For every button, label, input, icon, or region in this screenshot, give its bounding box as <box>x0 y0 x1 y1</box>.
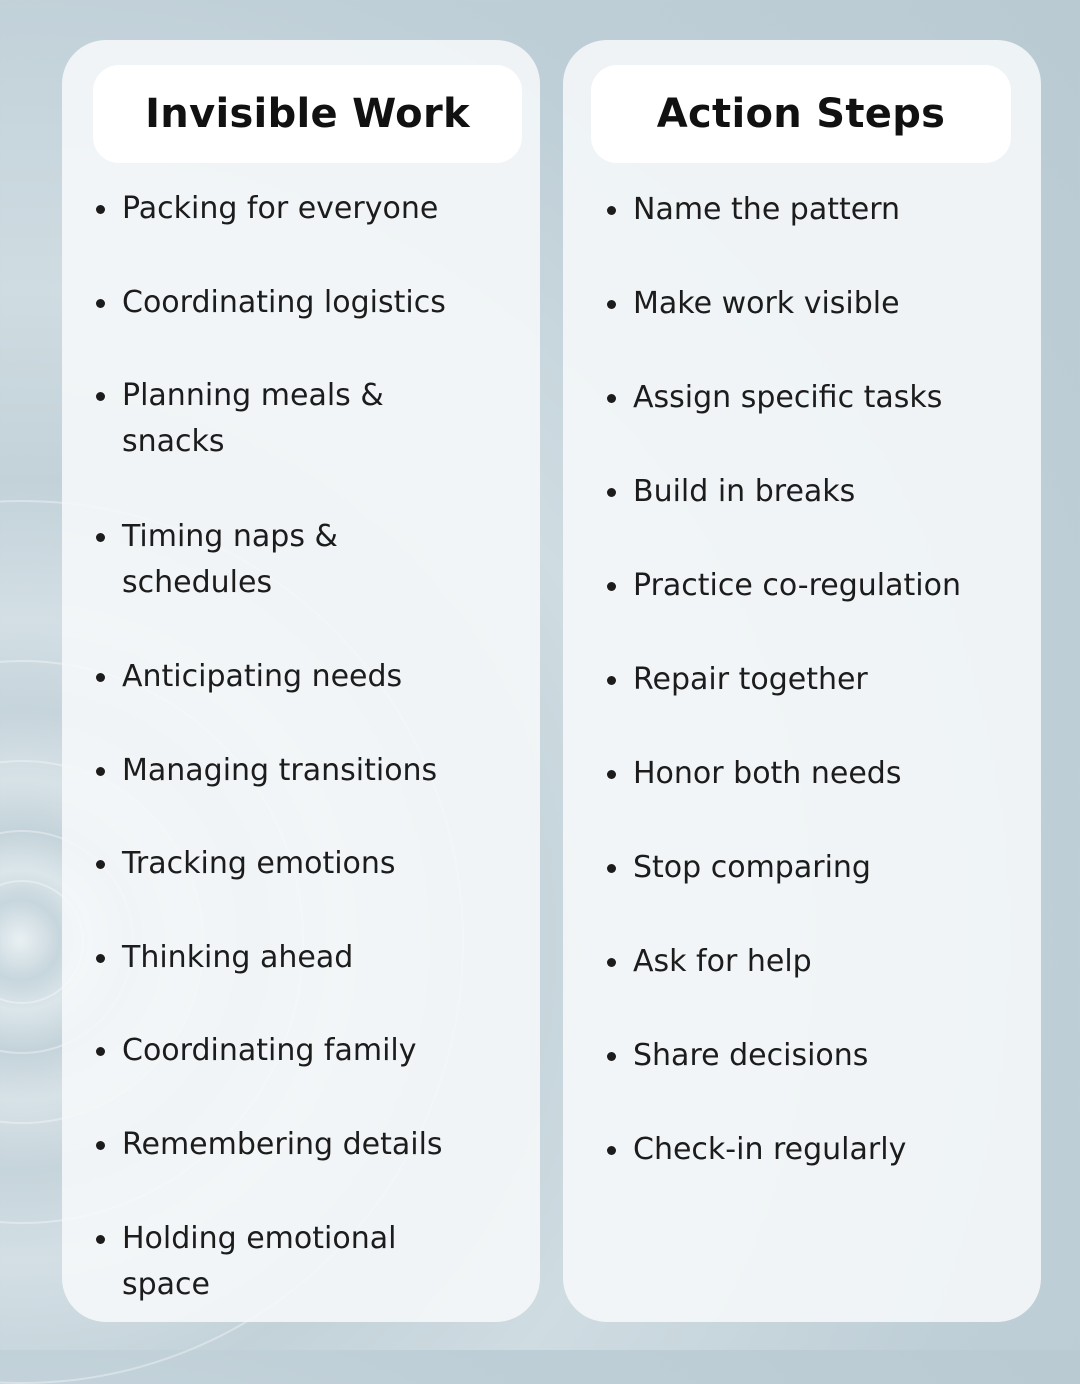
list-item: Practice co-regulation <box>633 563 1038 609</box>
list-item: Planning meals & snacks <box>122 373 522 465</box>
invisible-work-header <box>93 65 522 163</box>
list-item: Holding emotional space <box>122 1216 522 1308</box>
list-item: Ask for help <box>633 939 1038 985</box>
list-item: Repair together <box>633 657 1038 703</box>
bullet-icon <box>96 673 105 682</box>
list-item: Name the pattern <box>633 187 1038 233</box>
list-item: Share decisions <box>633 1033 1038 1079</box>
bullet-icon <box>607 300 616 309</box>
bullet-icon <box>607 1052 616 1061</box>
bullet-icon <box>96 205 105 214</box>
bullet-icon <box>96 392 105 401</box>
bullet-icon <box>96 1235 105 1244</box>
bullet-icon <box>96 299 105 308</box>
list-item: Thinking ahead <box>122 935 522 981</box>
list-item: Assign specific tasks <box>633 375 1038 421</box>
bullet-icon <box>607 206 616 215</box>
list-item: Packing for everyone <box>122 186 522 232</box>
invisible-work-title: Invisible Work <box>145 91 470 137</box>
bullet-icon <box>607 770 616 779</box>
bullet-icon <box>607 958 616 967</box>
bullet-icon <box>96 1047 105 1056</box>
invisible-work-card <box>62 40 540 1322</box>
action-steps-card <box>563 40 1041 1322</box>
bullet-icon <box>607 488 616 497</box>
action-steps-title: Action Steps <box>656 91 946 137</box>
bullet-icon <box>96 533 105 542</box>
list-item: Tracking emotions <box>122 841 522 887</box>
action-steps-header <box>591 65 1011 163</box>
list-item: Stop comparing <box>633 845 1038 891</box>
bullet-icon <box>96 954 105 963</box>
bullet-icon <box>607 394 616 403</box>
bullet-icon <box>607 676 616 685</box>
bullet-icon <box>96 767 105 776</box>
list-item: Build in breaks <box>633 469 1038 515</box>
list-item: Timing naps & schedules <box>122 514 522 606</box>
list-item: Managing transitions <box>122 748 522 794</box>
bullet-icon <box>96 860 105 869</box>
list-item: Coordinating logistics <box>122 280 522 326</box>
list-item: Anticipating needs <box>122 654 522 700</box>
list-item: Make work visible <box>633 281 1038 327</box>
list-item: Remembering details <box>122 1122 522 1168</box>
bullet-icon <box>607 1146 616 1155</box>
list-item: Honor both needs <box>633 751 1038 797</box>
bullet-icon <box>607 582 616 591</box>
list-item: Coordinating family <box>122 1028 522 1074</box>
list-item: Check-in regularly <box>633 1127 1038 1173</box>
bullet-icon <box>607 864 616 873</box>
bullet-icon <box>96 1141 105 1150</box>
